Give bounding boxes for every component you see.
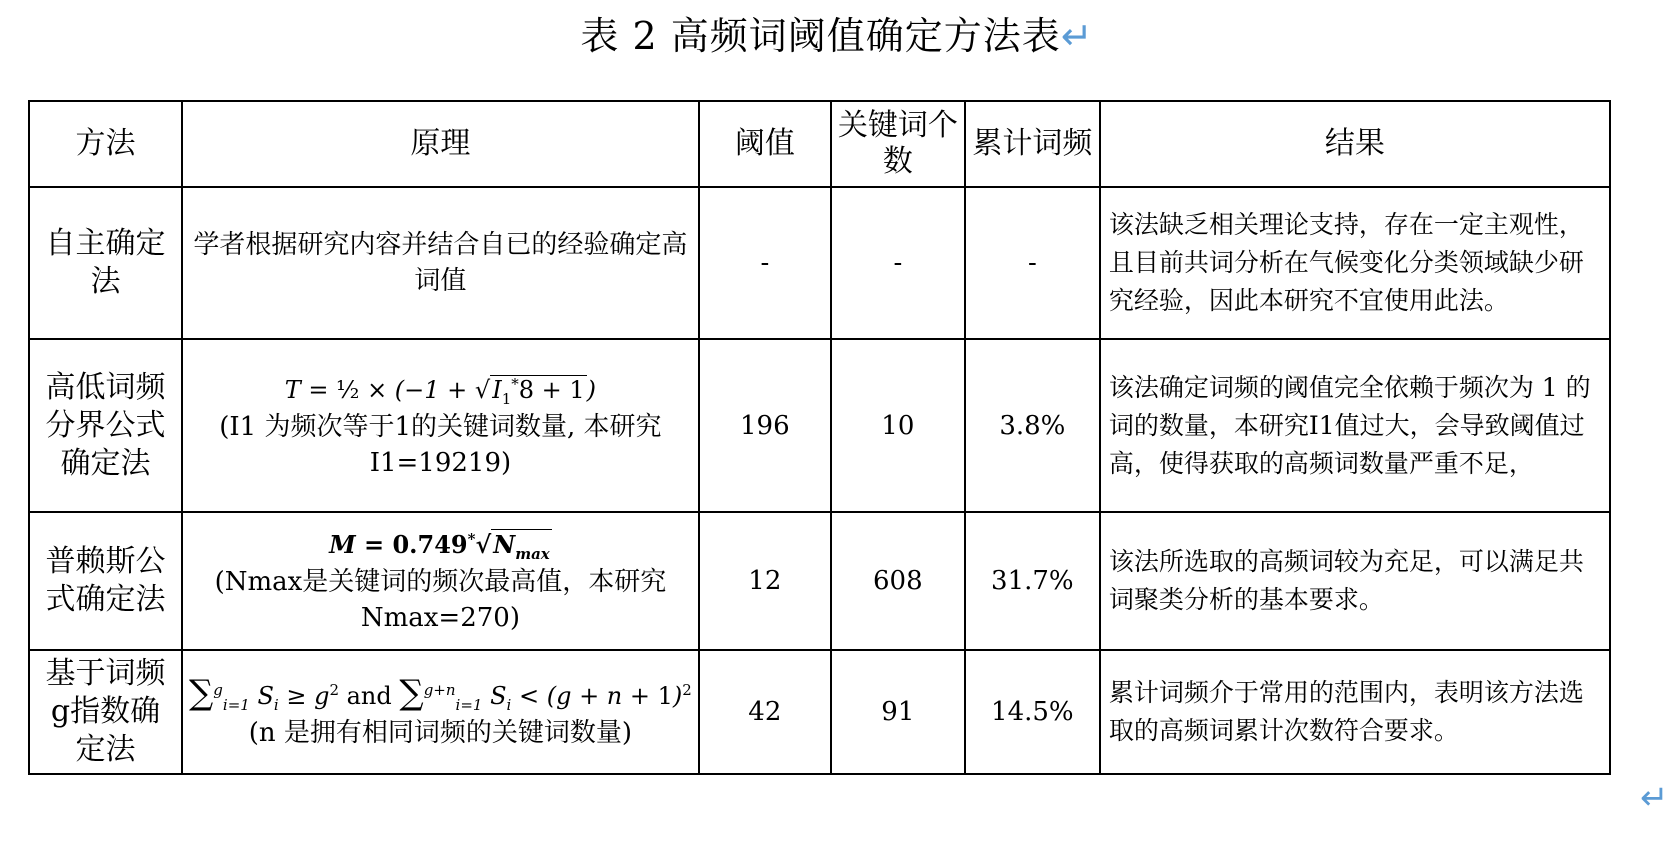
result-cell: 该法确定词频的阈值完全依赖于频次为 1 的词的数量，本研究I1值过大，会导致阈值过高，使得获取的高频词数量严重不足， [1100, 339, 1610, 512]
method-cell: 高低词频分界公式确定法 [29, 339, 182, 512]
result-cell: 累计词频介于常用的范围内，表明该方法选取的高频词累计次数符合要求。 [1100, 650, 1610, 774]
header-principle: 原理 [182, 101, 699, 187]
formula-note: (I1 为频次等于1的关键词数量, 本研究 I1=19219) [219, 411, 662, 478]
keyword-count-cell: 91 [831, 650, 965, 774]
keyword-count-cell: 10 [831, 339, 965, 512]
method-cell: 自主确定法 [29, 187, 182, 339]
table-row [29, 339, 1610, 512]
cumulative-freq-cell: 14.5% [965, 650, 1100, 774]
table-row [29, 650, 1610, 774]
threshold-cell: 42 [699, 650, 831, 774]
table-row [29, 512, 1610, 650]
principle-cell [182, 650, 699, 774]
g-index-formula: ∑$^g_{i=1}$ $S_i \ge g^2$ and ∑$^{g+n}_{i=1}$ $S_i < (g + n + 1)^2$ [189, 672, 692, 714]
result-cell: 该法所选取的高频词较为充足，可以满足共词聚类分析的基本要求。 [1100, 512, 1610, 650]
price-formula: $M = 0.749^*√N_{max}$ [329, 530, 550, 563]
table-row [29, 187, 1610, 339]
principle-cell [182, 339, 699, 512]
cumulative-freq-cell: 3.8% [965, 339, 1100, 512]
threshold-methods-table [28, 100, 1611, 775]
threshold-cell: 12 [699, 512, 831, 650]
threshold-cell: 196 [699, 339, 831, 512]
header-row [29, 101, 1610, 187]
formula-note: (Nmax是关键词的频次最高值，本研究 Nmax=270) [214, 567, 667, 633]
keyword-count-cell: - [831, 187, 965, 339]
principle-cell: 学者根据研究内容并结合自已的经验确定高词值 [182, 187, 699, 339]
principle-cell [182, 512, 699, 650]
method-cell: 普赖斯公式确定法 [29, 512, 182, 650]
header-threshold: 阈值 [699, 101, 831, 187]
cumulative-freq-cell: - [965, 187, 1100, 339]
threshold-cell: - [699, 187, 831, 339]
header-cumulative-freq: 累计词频 [965, 101, 1100, 187]
paragraph-end-mark-icon: ↵ [1640, 778, 1669, 818]
keyword-count-cell: 608 [831, 512, 965, 650]
header-method: 方法 [29, 101, 182, 187]
formula-note: (n 是拥有相同词频的关键词数量) [248, 717, 633, 748]
header-keyword-count: 关键词个数 [831, 101, 965, 187]
table-title: 表 2 高频词阈值确定方法表↵ [580, 14, 1094, 58]
method-cell: 基于词频g指数确定法 [29, 650, 182, 774]
result-cell: 该法缺乏相关理论支持，存在一定主观性，且目前共词分析在气候变化分类领域缺少研究经验，因此本研究不宜使用此法。 [1100, 187, 1610, 339]
cumulative-freq-cell: 31.7% [965, 512, 1100, 650]
threshold-formula: T = ½ × $(-1 + √I_1^*8 + 1)$ [284, 374, 597, 408]
header-result: 结果 [1100, 101, 1610, 187]
paragraph-mark-icon: ↵ [1060, 14, 1094, 58]
